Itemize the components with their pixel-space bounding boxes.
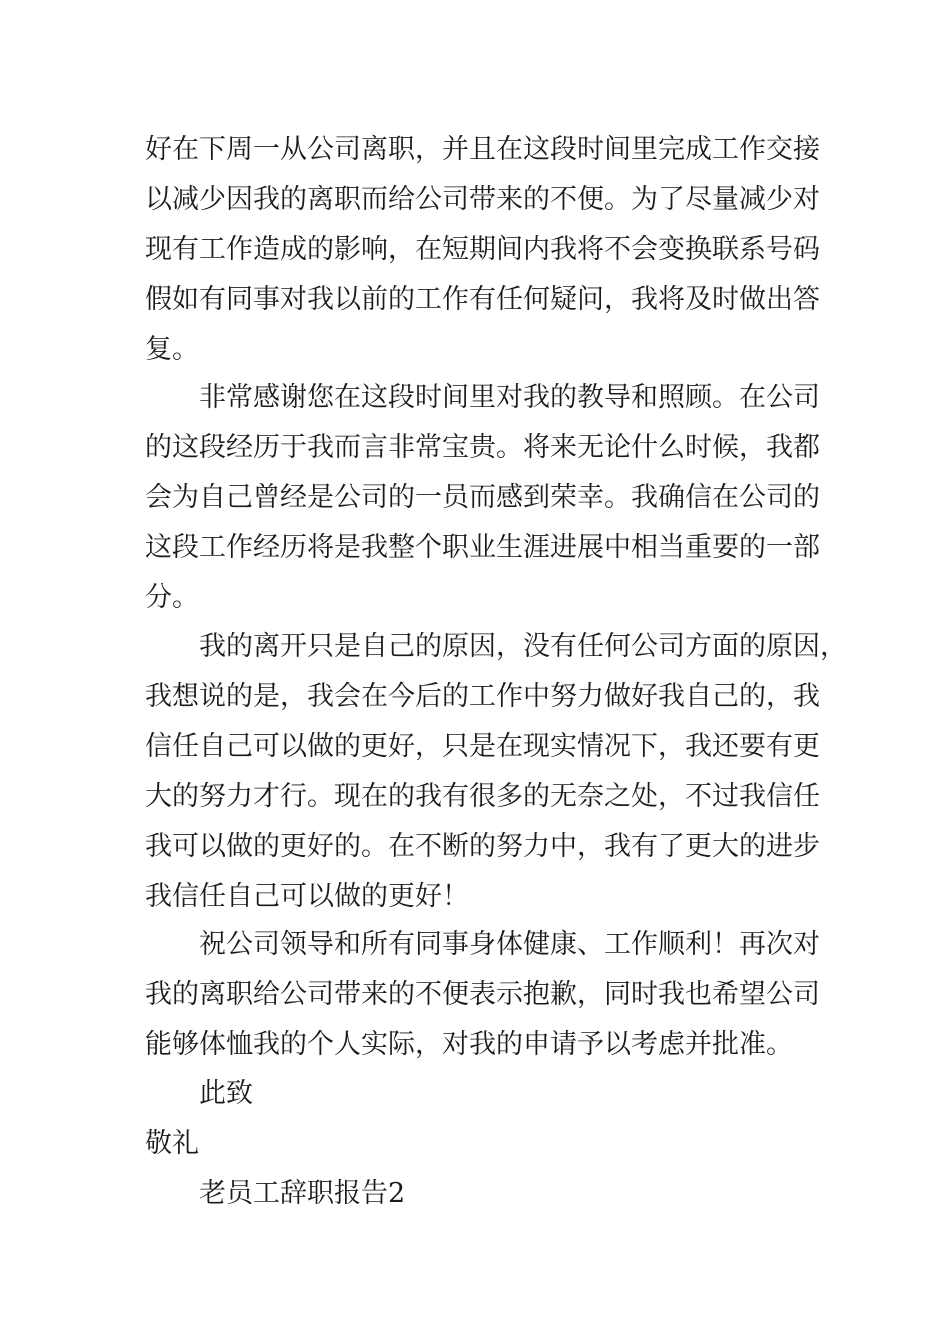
text-line: 我的离职给公司带来的不便表示抱歉，同时我也希望公司 [145, 979, 820, 1010]
text-line: 我可以做的更好的。在不断的努力中，我有了更大的进步 [145, 831, 820, 862]
text-line: 分。 [145, 582, 199, 613]
next-section-heading [145, 1169, 835, 1219]
text-line: 的这段经历于我而言非常宝贵。将来无论什么时候，我都 [145, 432, 820, 463]
text-line: 祝公司领导和所有同事身体健康、工作顺利！再次对 [199, 929, 820, 960]
text-line: 我的离开只是自己的原因，没有任何公司方面的原因， [199, 631, 847, 662]
text-line: 大的努力才行。现在的我有很多的无奈之处，不过我信任 [145, 781, 820, 812]
salutation-text: 敬礼 [145, 1128, 199, 1159]
text-line: 这段工作经历将是我整个职业生涯进展中相当重要的一部 [145, 532, 820, 563]
paragraph-handover [145, 125, 835, 375]
heading-text: 老员工辞职报告2 [199, 1178, 406, 1209]
text-line: 现有工作造成的影响，在短期间内我将不会变换联系号码 [145, 234, 820, 265]
text-line: 复。 [145, 334, 199, 365]
text-line: 以减少因我的离职而给公司带来的不便。为了尽量减少对 [145, 184, 820, 215]
text-line: 会为自己曾经是公司的一员而感到荣幸。我确信在公司的 [145, 482, 820, 513]
text-line: 信任自己可以做的更好，只是在现实情况下，我还要有更 [145, 731, 820, 762]
text-line: 能够体恤我的个人实际，对我的申请予以考虑并批准。 [145, 1029, 793, 1060]
text-line: 好在下周一从公司离职，并且在这段时间里完成工作交接 [145, 134, 820, 165]
closing-text: 此致 [199, 1078, 253, 1109]
salutation-line [145, 1119, 835, 1169]
paragraph-reason [145, 622, 847, 922]
paragraph-wishes [145, 920, 835, 1070]
text-line: 我信任自己可以做的更好！ [145, 881, 469, 912]
closing-line [145, 1069, 835, 1119]
text-line: 假如有同事对我以前的工作有任何疑问，我将及时做出答 [145, 284, 820, 315]
text-line: 我想说的是，我会在今后的工作中努力做好我自己的，我 [145, 681, 820, 712]
paragraph-gratitude [145, 373, 835, 623]
text-line: 非常感谢您在这段时间里对我的教导和照顾。在公司 [199, 382, 820, 413]
